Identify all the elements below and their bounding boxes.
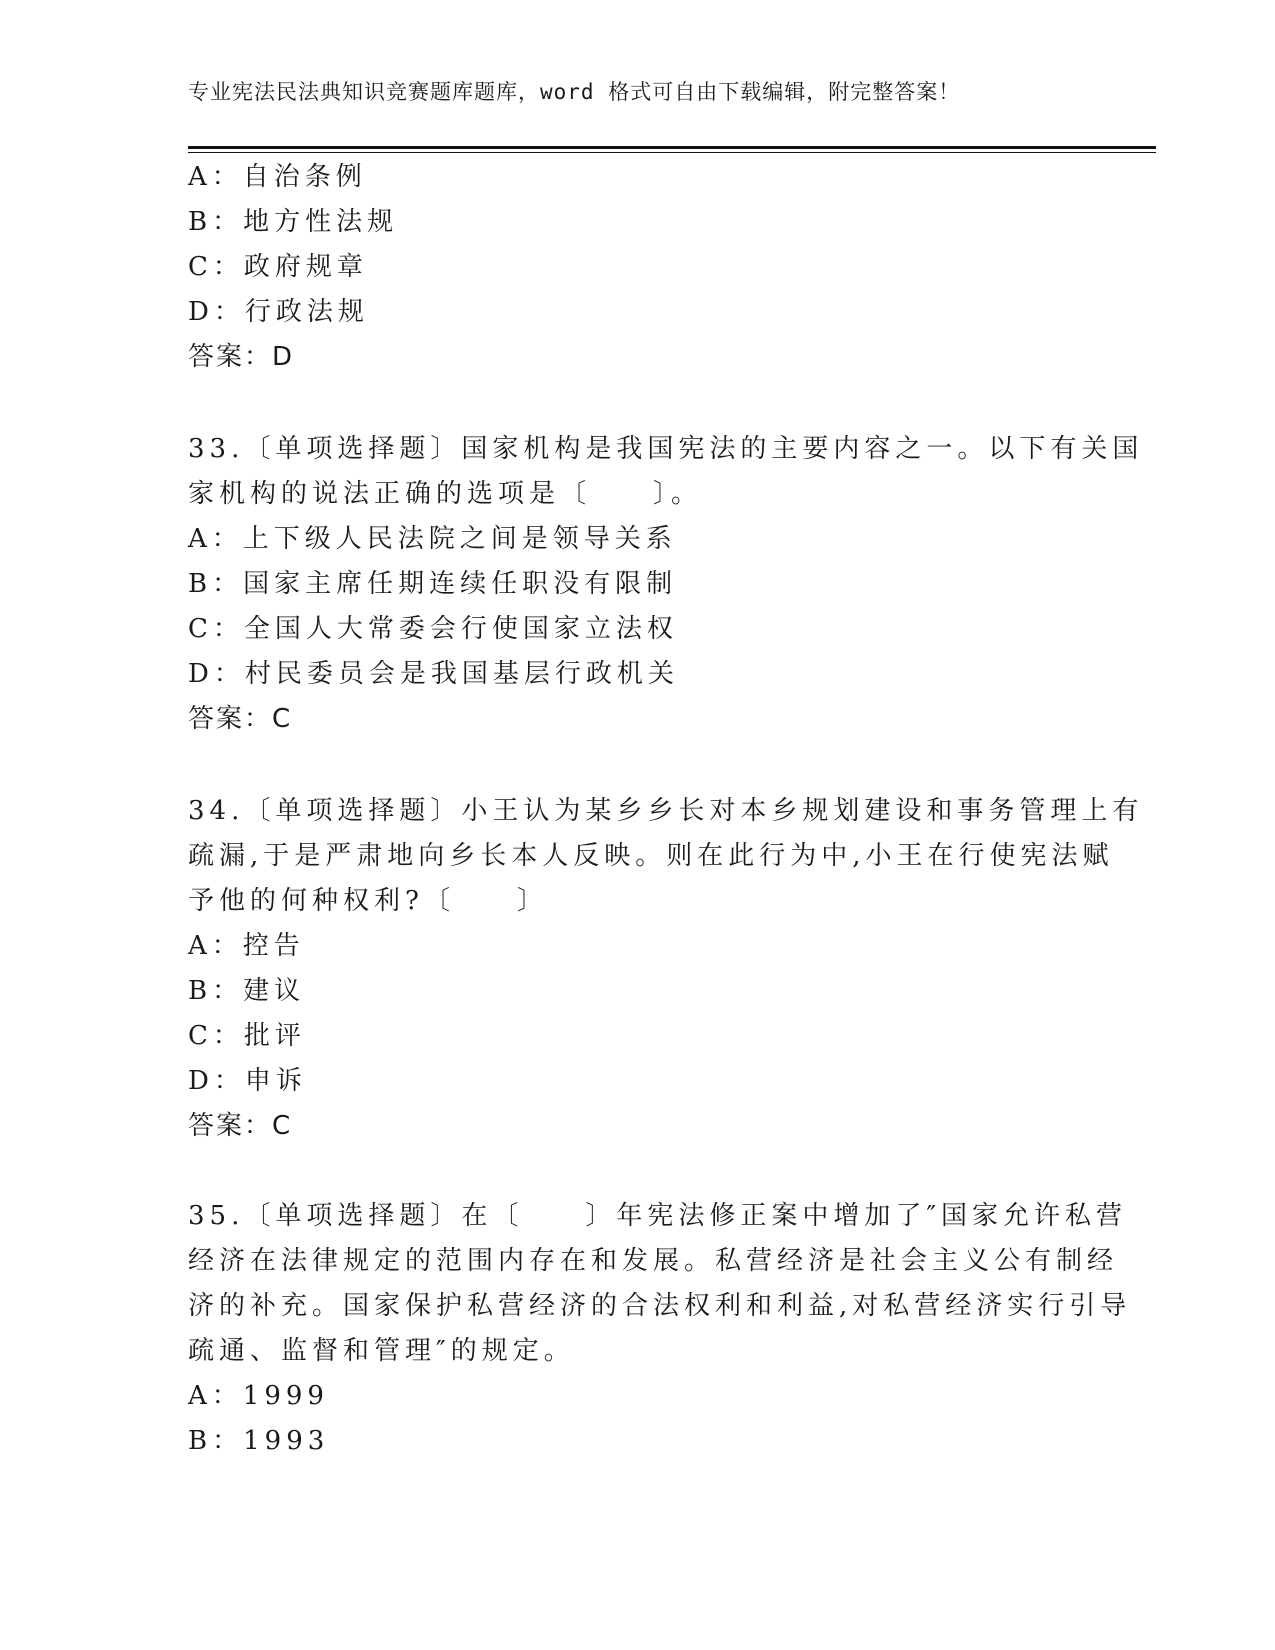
header-rule-thin bbox=[188, 152, 1156, 153]
q33-option-d: D：村民委员会是我国基层行政机关 bbox=[188, 659, 679, 689]
q35-option-b: B：1993 bbox=[188, 1426, 330, 1456]
q35-text-line-3: 济的补充。国家保护私营经济的合法权利和利益,对私营经济实行引导 bbox=[188, 1291, 1132, 1321]
option-a: A：自治条例 bbox=[188, 162, 367, 192]
q34-text-line-1: 34.〔单项选择题〕小王认为某乡乡长对本乡规划建设和事务管理上有 bbox=[188, 796, 1144, 826]
q34-text-line-3: 予他的何种权利?〔 〕 bbox=[188, 886, 548, 916]
header-rule-thick bbox=[188, 146, 1156, 149]
q33-option-b: B：国家主席任期连续任职没有限制 bbox=[188, 569, 678, 599]
q33-text-line-1: 33.〔单项选择题〕国家机构是我国宪法的主要内容之一。以下有关国 bbox=[188, 434, 1144, 464]
q34-text-line-2: 疏漏,于是严肃地向乡长本人反映。则在此行为中,小王在行使宪法赋 bbox=[188, 841, 1114, 871]
option-d: D：行政法规 bbox=[188, 297, 369, 327]
q34-option-d: D：申诉 bbox=[188, 1066, 307, 1096]
q34-answer: 答案：C bbox=[188, 1111, 293, 1141]
page-header: 专业宪法民法典知识竞赛题库题库，word 格式可自由下载编辑，附完整答案！ bbox=[188, 80, 961, 104]
q33-option-c: C：全国人大常委会行使国家立法权 bbox=[188, 614, 678, 644]
q34-option-a: A：控告 bbox=[188, 931, 305, 961]
q35-text-line-2: 经济在法律规定的范围内存在和发展。私营经济是社会主义公有制经 bbox=[188, 1246, 1119, 1276]
answer-line: 答案：D bbox=[188, 342, 295, 372]
q33-text-line-2: 家机构的说法正确的选项是〔 〕。 bbox=[188, 479, 703, 509]
q34-option-c: C：批评 bbox=[188, 1021, 306, 1051]
option-c: C：政府规章 bbox=[188, 252, 368, 282]
q35-text-line-4: 疏通、监督和管理″的规定。 bbox=[188, 1336, 575, 1366]
option-b: B：地方性法规 bbox=[188, 207, 399, 237]
q35-option-a: A：1999 bbox=[188, 1381, 329, 1411]
q35-text-line-1: 35.〔单项选择题〕在〔 〕年宪法修正案中增加了″国家允许私营 bbox=[188, 1201, 1128, 1231]
q33-answer: 答案：C bbox=[188, 704, 293, 734]
q34-option-b: B：建议 bbox=[188, 976, 306, 1006]
q33-option-a: A：上下级人民法院之间是领导关系 bbox=[188, 524, 677, 554]
